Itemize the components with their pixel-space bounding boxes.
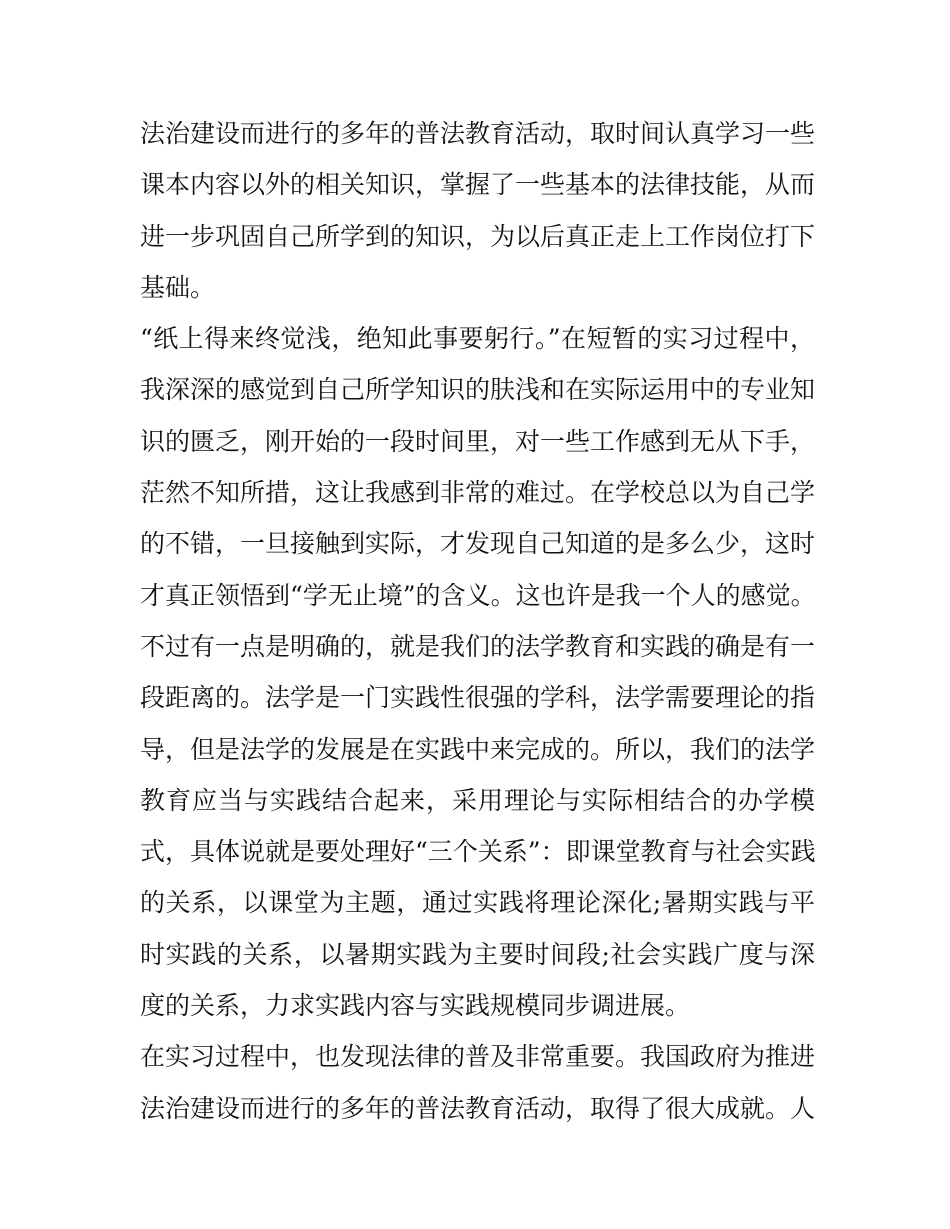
text-line: 才真正领悟到“学无止境”的含义。这也许是我一个人的感觉。 (140, 580, 816, 610)
text-line: 度的关系，力求实践内容与实践规模同步调进展。 (140, 991, 691, 1021)
text-line: 课本内容以外的相关知识，掌握了一些基本的法律技能，从而 (140, 170, 816, 200)
text-line: 式，具体说就是要处理好“三个关系”：即课堂教育与社会实践 (140, 837, 816, 867)
text-line: 基础。 (140, 272, 216, 302)
document-body (140, 108, 815, 1134)
text-line: 进一步巩固自己所学到的知识，为以后真正走上工作岗位打下 (140, 221, 816, 251)
text-line: 不过有一点是明确的，就是我们的法学教育和实践的确是有一 (140, 631, 816, 661)
text-line: 的不错，一旦接触到实际，才发现自己知道的是多么少，这时 (140, 529, 816, 559)
text-line: 段距离的。法学是一门实践性很强的学科，法学需要理论的指 (140, 683, 816, 713)
text-line: 导，但是法学的发展是在实践中来完成的。所以，我们的法学 (140, 734, 816, 764)
text-line: “纸上得来终觉浅，绝知此事要躬行。”在短暂的实习过程中， (140, 324, 815, 354)
text-line: 茫然不知所措，这让我感到非常的难过。在学校总以为自己学 (140, 478, 816, 508)
text-line: 时实践的关系，以暑期实践为主要时间段;社会实践广度与深 (140, 939, 815, 969)
text-line: 教育应当与实践结合起来，采用理论与实际相结合的办学模 (140, 785, 815, 815)
text-line: 法治建设而进行的多年的普法教育活动，取时间认真学习一些 (140, 119, 816, 148)
text-line: 在实习过程中，也发现法律的普及非常重要。我国政府为推进 (140, 1042, 816, 1072)
text-line: 识的匮乏，刚开始的一段时间里，对一些工作感到无从下手， (140, 426, 816, 456)
text-line: 的关系，以课堂为主题，通过实践将理论深化;暑期实践与平 (140, 888, 815, 918)
text-line: 法治建设而进行的多年的普法教育活动，取得了很大成就。人 (140, 1093, 816, 1123)
text-line: 我深深的感觉到自己所学知识的肤浅和在实际运用中的专业知 (140, 375, 816, 405)
